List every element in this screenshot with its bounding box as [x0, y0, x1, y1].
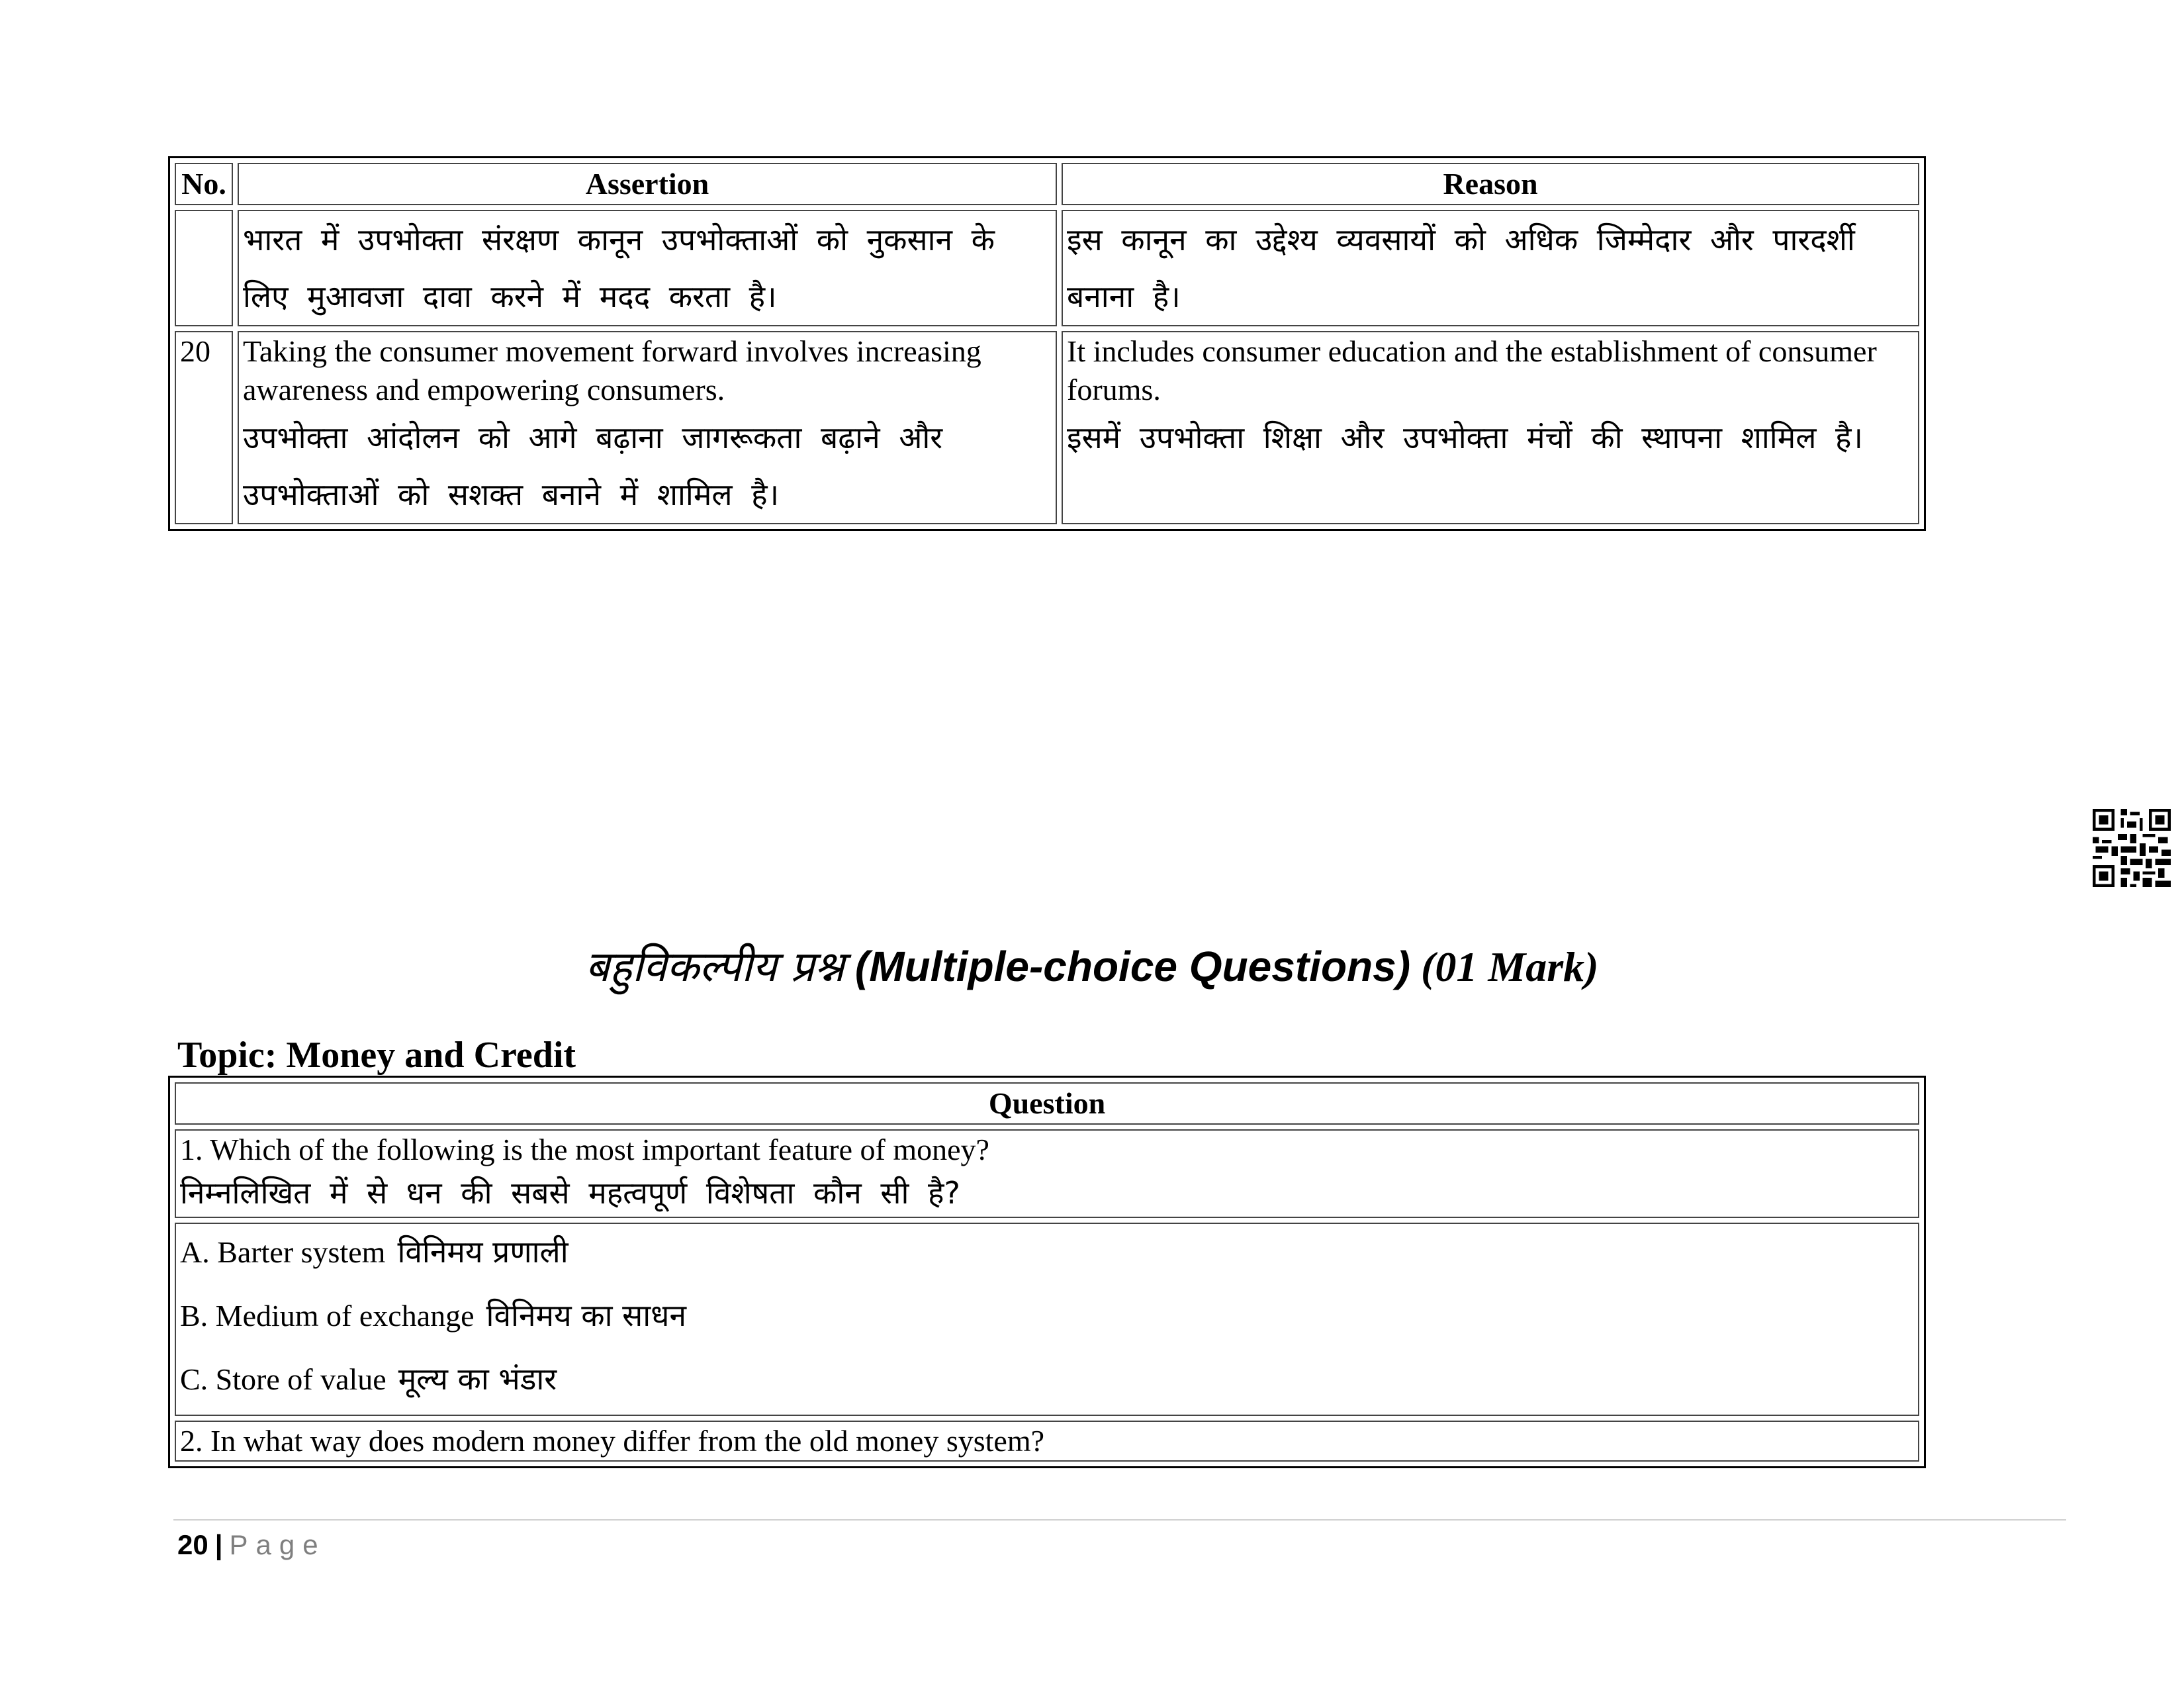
- option-c-english: C. Store of value: [180, 1362, 387, 1396]
- row-number: [175, 210, 233, 326]
- heading-marks: (01 Mark): [1421, 943, 1599, 990]
- reason-hindi: इस कानून का उद्देश्य व्यवसायों को अधिक जिम्मेदार और पारदर्शी बनाना है।: [1067, 222, 1855, 314]
- option-c: [180, 1351, 1914, 1415]
- question-cell: [175, 1129, 1919, 1218]
- option-a-hindi: विनिमय प्रणाली: [397, 1234, 569, 1270]
- option-b: [180, 1288, 1914, 1351]
- question-2-english: 2. In what way does modern money differ from the old money system?: [180, 1424, 1045, 1458]
- question-1-english: 1. Which of the following is the most important feature of money?: [180, 1133, 989, 1166]
- table-row: [175, 1223, 1919, 1416]
- table-header-row: [175, 1082, 1919, 1125]
- assertion-cell: [238, 210, 1057, 326]
- assertion-hindi: भारत में उपभोक्ता संरक्षण कानून उपभोक्ताओं को नुकसान के लिए मुआवजा दावा करने में मदद करता है।: [243, 222, 995, 314]
- assertion-cell: [238, 331, 1057, 524]
- question-table: [168, 1076, 1926, 1468]
- assertion-english: Taking the consumer movement forward involves increasing awareness and empowering consumers.: [243, 334, 981, 406]
- col-header-no: No.: [175, 163, 233, 205]
- question-cell: [175, 1421, 1919, 1462]
- col-header-question: Question: [175, 1082, 1919, 1125]
- footer-divider: [173, 1519, 2066, 1521]
- heading-english: (Multiple-choice Questions): [854, 943, 1411, 990]
- options-cell: [175, 1223, 1919, 1416]
- question-1-hindi: निम्नलिखित में से धन की सबसे महत्वपूर्ण विशेषता कौन सी है?: [180, 1175, 960, 1211]
- page-footer: [177, 1524, 326, 1566]
- heading-hindi: बहुविकल्पीय प्रश्न: [585, 943, 844, 992]
- reason-hindi: इसमें उपभोक्ता शिक्षा और उपभोक्ता मंचों की स्थापना शामिल है।: [1067, 420, 1863, 455]
- assertion-hindi: उपभोक्ता आंदोलन को आगे बढ़ाना जागरूकता बढ़ाने और उपभोक्ताओं को सशक्त बनाने में शामिल है।: [243, 420, 943, 512]
- table-row: [175, 1129, 1919, 1218]
- option-b-hindi: विनिमय का साधन: [486, 1297, 686, 1333]
- col-header-reason: Reason: [1062, 163, 1919, 205]
- page-label: Page: [229, 1529, 326, 1560]
- option-a: [180, 1224, 1914, 1288]
- assertion-reason-table: [168, 156, 1926, 531]
- page-number: 20: [177, 1529, 208, 1560]
- footer-separator: |: [214, 1529, 223, 1560]
- reason-english: It includes consumer education and the establishment of consumer forums.: [1067, 334, 1877, 406]
- table-row: [175, 331, 1919, 524]
- table-row: [175, 1421, 1919, 1462]
- option-c-hindi: मूल्य का भंडार: [398, 1361, 557, 1397]
- qr-code-icon: [2093, 809, 2171, 887]
- option-b-english: B. Medium of exchange: [180, 1299, 475, 1333]
- section-heading: [0, 933, 2184, 1000]
- table-row: [175, 210, 1919, 326]
- option-a-english: A. Barter system: [180, 1235, 386, 1269]
- row-number: 20: [175, 331, 233, 524]
- table-header-row: [175, 163, 1919, 205]
- col-header-assertion: Assertion: [238, 163, 1057, 205]
- reason-cell: [1062, 210, 1919, 326]
- topic-title: Topic: Money and Credit: [177, 1035, 576, 1076]
- reason-cell: [1062, 331, 1919, 524]
